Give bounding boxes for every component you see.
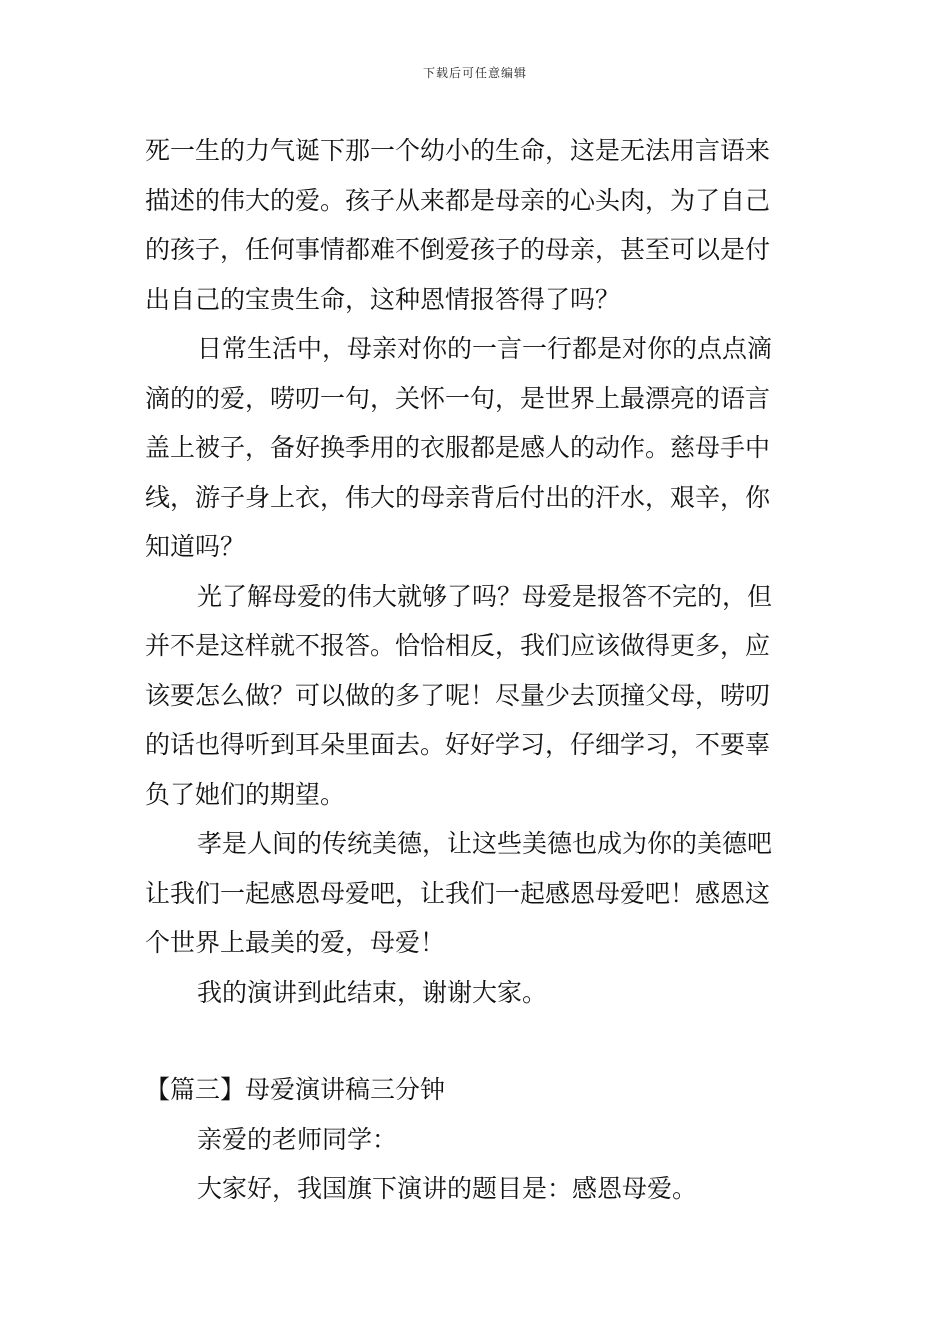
paragraph-closing: 我的演讲到此结束，谢谢大家。	[197, 977, 548, 1007]
text-line: 盖上被子，备好换季用的衣服都是感人的动作。慈母手中	[145, 433, 771, 462]
text-line: 个世界上最美的爱，母爱！	[145, 928, 446, 957]
text-line: 知道吗？	[145, 532, 246, 561]
text-line: 该要怎么做？可以做的多了呢！尽量少去顶撞父母，唠叨	[145, 680, 771, 710]
text-line: 并不是这样就不报答。恰恰相反，我们应该做得更多，应	[145, 631, 771, 660]
text-line: 的话也得听到耳朵里面去。好好学习，仔细学习，不要辜	[145, 730, 771, 759]
section-spacer	[145, 1017, 810, 1065]
section-heading: 【篇三】母爱演讲稿三分钟	[145, 1075, 446, 1104]
paragraph-daily-life	[145, 324, 810, 572]
text-line: 滴的的爱，唠叨一句，关怀一句，是世界上最漂亮的语言	[145, 383, 771, 413]
document-body	[145, 126, 810, 1214]
text-line: 描述的伟大的爱。孩子从来都是母亲的心头肉，为了自己	[145, 185, 771, 215]
page-header-note: 下载后可任意编辑	[422, 66, 527, 80]
text-line: 死一生的力气诞下那一个幼小的生命，这是无法用言语来	[145, 136, 771, 165]
text-line: 线，游子身上衣，伟大的母亲背后付出的汗水，艰辛，你	[145, 482, 771, 512]
text-line: 日常生活中，母亲对你的一言一行都是对你的点点滴	[197, 334, 773, 363]
opening-line: 大家好，我国旗下演讲的题目是：感恩母爱。	[197, 1174, 698, 1203]
salutation: 亲爱的老师同学：	[197, 1124, 398, 1154]
paragraph-continuation	[145, 126, 810, 324]
paragraph-filial-piety	[145, 819, 810, 968]
paragraph-repay	[145, 572, 810, 820]
text-line: 的孩子，任何事情都难不倒爱孩子的母亲，甚至可以是付	[145, 235, 771, 264]
text-line: 让我们一起感恩母爱吧，让我们一起感恩母爱吧！感恩这	[145, 878, 771, 908]
text-line: 负了她们的期望。	[145, 779, 346, 809]
text-line: 光了解母爱的伟大就够了吗？母爱是报答不完的，但	[197, 581, 773, 611]
text-line: 出自己的宝贵生命，这种恩情报答得了吗？	[145, 284, 621, 314]
text-line: 孝是人间的传统美德，让这些美德也成为你的美德吧	[197, 829, 773, 858]
